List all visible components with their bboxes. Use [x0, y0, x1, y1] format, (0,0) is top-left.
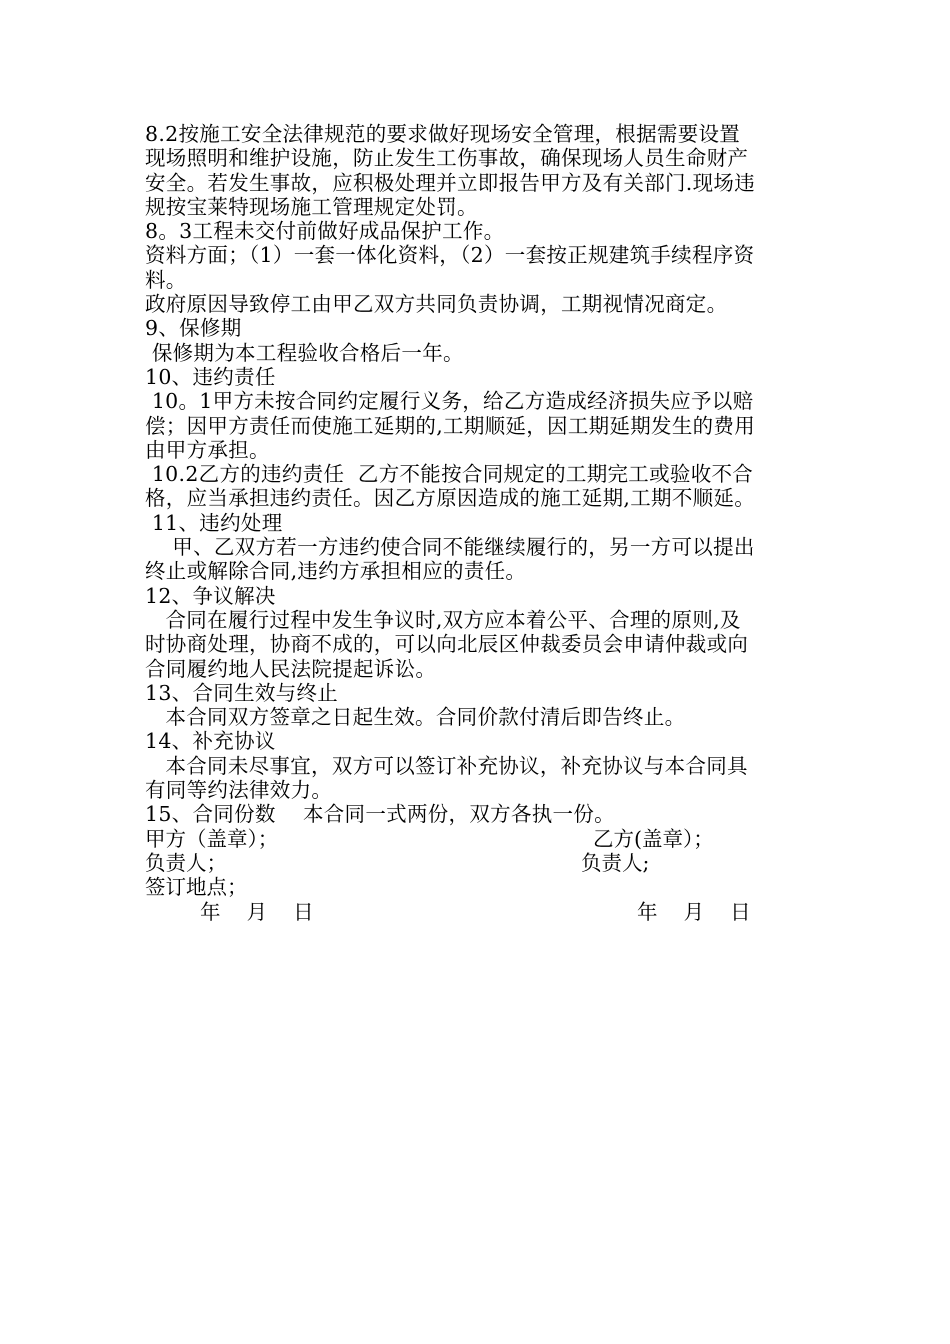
text-line: 料。 [145, 267, 187, 292]
contract-text [145, 122, 810, 924]
text-line: 10.2乙方的违约责任 乙方不能按合同规定的工期完工或验收不合 [145, 462, 754, 487]
text-line: 合同在履行过程中发生争议时,双方应本着公平、合理的原则,及 [145, 607, 741, 632]
text-line: 10。1甲方未按合同约定履行义务，给乙方造成经济损失应予以赔 [145, 389, 754, 414]
signing-place-label: 签订地点； [145, 875, 248, 900]
section-heading: 10、违约责任 [145, 364, 276, 389]
text-line: 现场照明和维护设施，防止发生工伤事故，确保现场人员生命财产 [145, 146, 749, 171]
text-line: 8。3工程未交付前做好成品保护工作。 [145, 219, 505, 244]
section-heading: 11、违约处理 [145, 510, 283, 535]
party-b-seal-label: 乙方(盖章）； [593, 826, 714, 851]
party-b-date: 年 月 日 [637, 899, 751, 924]
section-heading: 14、补充协议 [145, 729, 276, 754]
text-line: 甲、乙双方若一方违约使合同不能继续履行的，另一方可以提出 [145, 535, 755, 560]
text-line: 偿；因甲方责任而使施工延期的,工期顺延，因工期延期发生的费用 [145, 413, 756, 438]
text-line: 15、合同份数 本合同一式两份，双方各执一份。 [145, 802, 615, 827]
section-heading: 12、争议解决 [145, 583, 276, 608]
text-line: 格，应当承担违约责任。因乙方原因造成的施工延期,工期不顺延。 [145, 486, 756, 511]
party-a-seal-label: 甲方（盖章）； [145, 826, 279, 851]
text-line: 终止或解除合同,违约方承担相应的责任。 [145, 559, 527, 584]
text-line: 安全。若发生事故，应积极处理并立即报告甲方及有关部门.现场违 [145, 170, 756, 195]
text-line: 本合同双方签章之日起生效。合同价款付清后即告终止。 [145, 705, 686, 730]
text-line: 保修期为本工程验收合格后一年。 [145, 340, 464, 365]
party-a-date: 年 月 日 [200, 899, 314, 924]
date-row [145, 900, 810, 924]
text-line: 资料方面；（1）一套一体化资料，（2）一套按正规建筑手续程序资 [145, 243, 755, 268]
party-a-person-label: 负责人； [145, 850, 227, 875]
section-heading: 13、合同生效与终止 [145, 680, 339, 705]
text-line: 本合同未尽事宜，双方可以签订补充协议，补充协议与本合同具 [145, 753, 748, 778]
text-line: 由甲方承担。 [145, 437, 270, 462]
signing-place-row [145, 875, 810, 899]
text-line: 有同等约法律效力。 [145, 778, 333, 803]
text-line: 规按宝莱特现场施工管理规定处罚。 [145, 194, 478, 219]
section-heading: 9、保修期 [145, 316, 242, 341]
text-line: 时协商处理，协商不成的，可以向北辰区仲裁委员会申请仲裁或向 [145, 632, 749, 657]
text-line: 合同履约地人民法院提起诉讼。 [145, 656, 437, 681]
party-b-person-label: 负责人; [581, 850, 650, 875]
text-line: 政府原因导致停工由甲乙双方共同负责协调，工期视情况商定。 [145, 292, 728, 317]
text-line: 8.2按施工安全法律规范的要求做好现场安全管理，根据需要设置 [145, 122, 741, 146]
seal-row [145, 827, 810, 851]
responsible-person-row [145, 851, 810, 875]
